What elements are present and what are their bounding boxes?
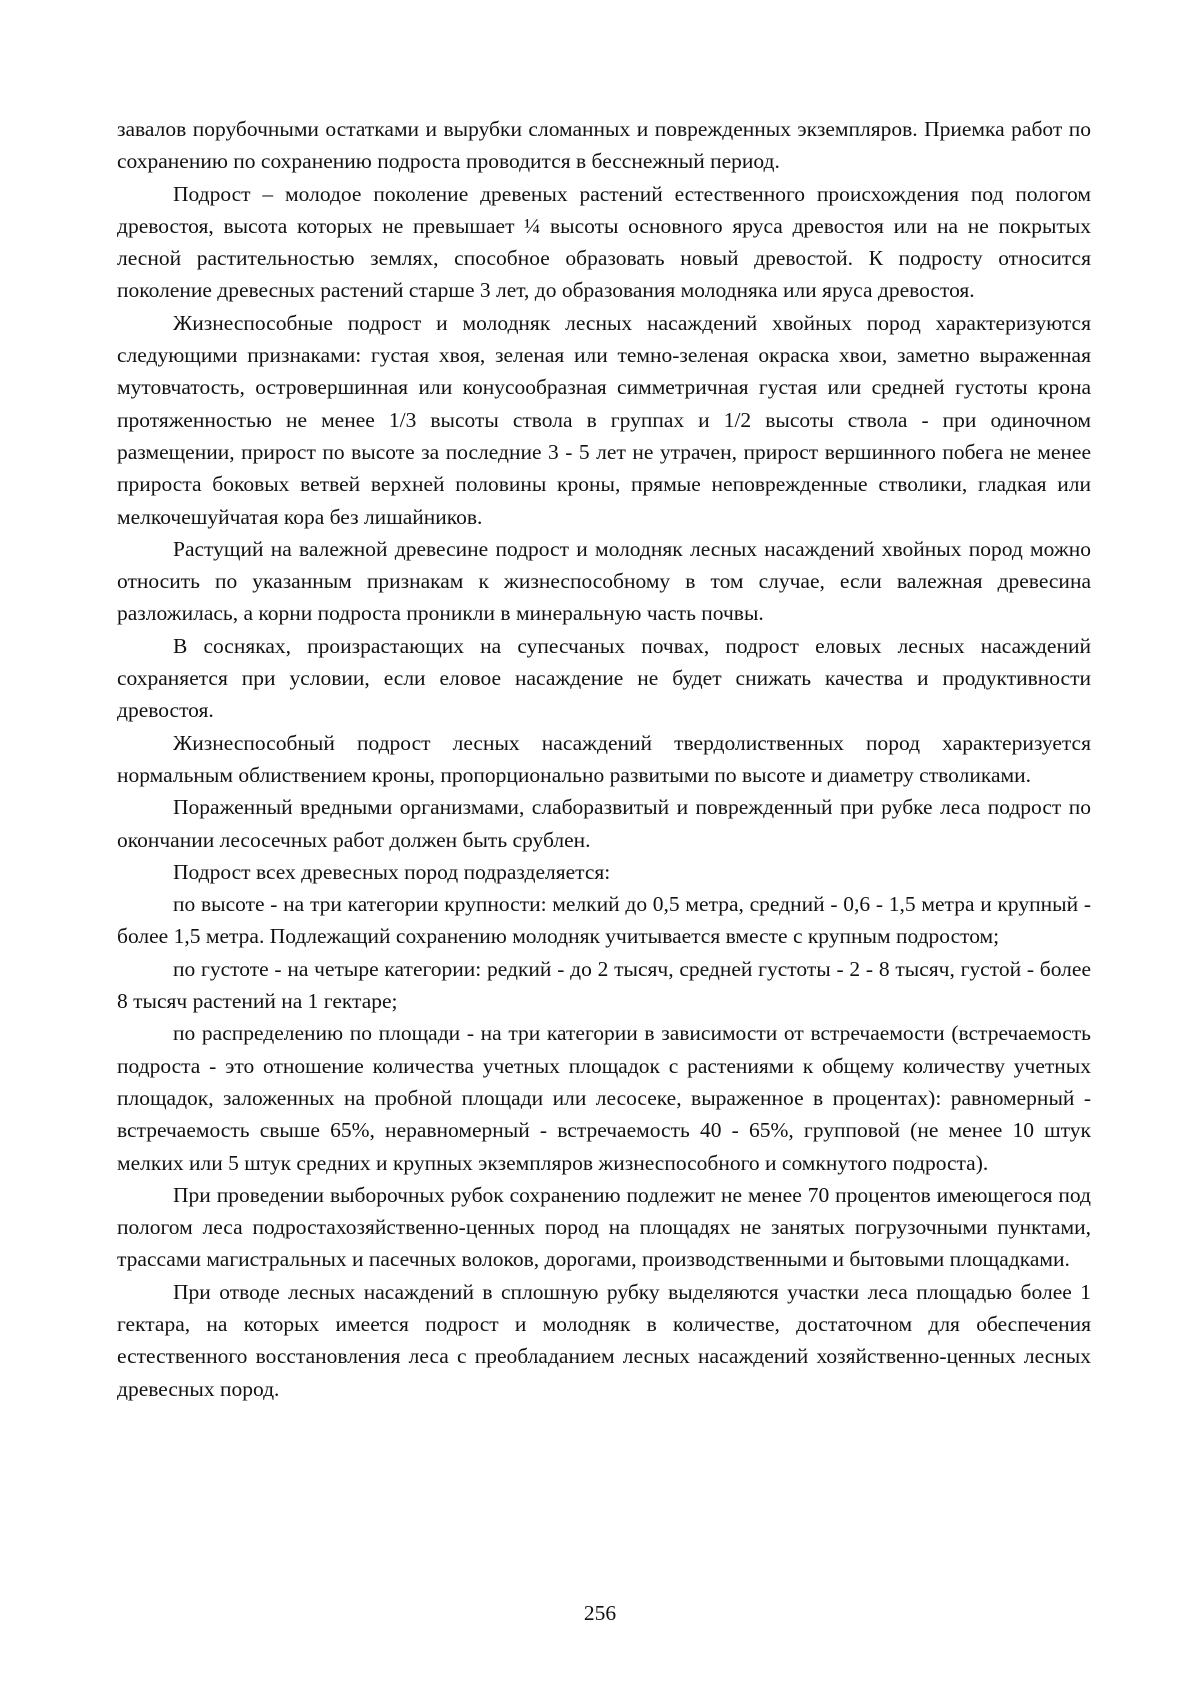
paragraph-by-height: по высоте - на три категории крупности: мелкий до 0,5 метра, средний - 0,6 - 1,5 метра и крупный - более 1,5 метра. Подлежащий сохранению молодняк учитывается вместе с крупным подростом;	[117, 892, 1091, 949]
paragraph-selective-cutting: При проведении выборочных рубок сохранению подлежит не менее 70 процентов имеющегося под пологом леса подростахозяйственно-ценных пород на площадях не занятых погрузочными пунктами, трассами магистральных и пасечных волоков, дорогами, производственными и бытовыми площадками.	[117, 1182, 1091, 1272]
paragraph-continuation: завалов порубочными остатками и вырубки сломанных и поврежденных экземпляров. Приемка работ по сохранению по сохранению подроста проводится в бесснежный период.	[117, 117, 1091, 174]
body-text	[117, 113, 1091, 1405]
paragraph-viable-conifers: Жизнеспособные подрост и молодняк лесных насаждений хвойных пород характеризуются следующими признаками: густая хвоя, зеленая или темно-зеленая окраска хвои, заметно выраженная мутовчатость, островершинная или конусообразная симметричная густая или средней густоты крона протяженностью не менее 1/3 высоты ствола в группах и 1/2 высоты ствола - при одиночном размещении, прирост по высоте за последние 3 - 5 лет не утрачен, прирост вершинного побега не менее прироста боковых ветвей верхней половины кроны, прямые неповрежденные стволики, гладкая или мелкочешуйчатая кора без лишайников.	[117, 310, 1091, 529]
paragraph-podrost-definition: Подрост – молодое поколение древеных растений естественного происхождения под пологом древостоя, высота которых не превышает ¼ высоты основного яруса древостоя или на не покрытых лесной растительностью землях, способное образовать новый древостой. К подросту относится поколение древесных растений старше 3 лет, до образования молодняка или яруса древостоя.	[117, 181, 1091, 303]
page-number: 256	[583, 1601, 617, 1625]
paragraph-fallen-wood: Растущий на валежной древесине подрост и молодняк лесных насаждений хвойных пород можно относить по указанным признакам к жизнеспособному в том случае, если валежная древесина разложилась, а корни подроста проникли в минеральную часть почвы.	[117, 536, 1091, 626]
paragraph-classification-intro: Подрост всех древесных пород подразделяется:	[173, 859, 611, 884]
paragraph-clear-cutting: При отводе лесных насаждений в сплошную рубку выделяются участки леса площадью более 1 гектара, на которых имеется подрост и молодняк в количестве, достаточном для обеспечения естественного восстановления леса с преобладанием лесных насаждений хозяйственно-ценных лесных древесных пород.	[117, 1279, 1091, 1401]
paragraph-pine-stands: В сосняках, произрастающих на супесчаных почвах, подрост еловых лесных насаждений сохраняется при условии, если еловое насаждение не будет снижать качества и продуктивности древостоя.	[117, 633, 1091, 723]
paragraph-damaged-podrost: Пораженный вредными организмами, слаборазвитый и поврежденный при рубке леса подрост по окончании лесосечных работ должен быть срублен.	[117, 795, 1091, 852]
paragraph-by-distribution: по распределению по площади - на три категории в зависимости от встречаемости (встречаемость подроста - это отношение количества учетных площадок с растениями к общему количеству учетных площадок, заложенных на пробной площади или лесосеке, выраженное в процентах): равномерный - встречаемость свыше 65%, неравномерный - встречаемость 40 - 65%, групповой (не менее 10 штук мелких или 5 штук средних и крупных экземпляров жизнеспособного и сомкнутого подроста).	[117, 1021, 1091, 1175]
paragraph-hardwoods: Жизнеспособный подрост лесных насаждений твердолиственных пород характеризуется нормальным облиствением кроны, пропорционально развитыми по высоте и диаметру стволиками.	[117, 730, 1091, 787]
paragraph-by-density: по густоте - на четыре категории: редкий - до 2 тысяч, средней густоты - 2 - 8 тысяч, густой - более 8 тысяч растений на 1 гектаре;	[117, 956, 1091, 1014]
